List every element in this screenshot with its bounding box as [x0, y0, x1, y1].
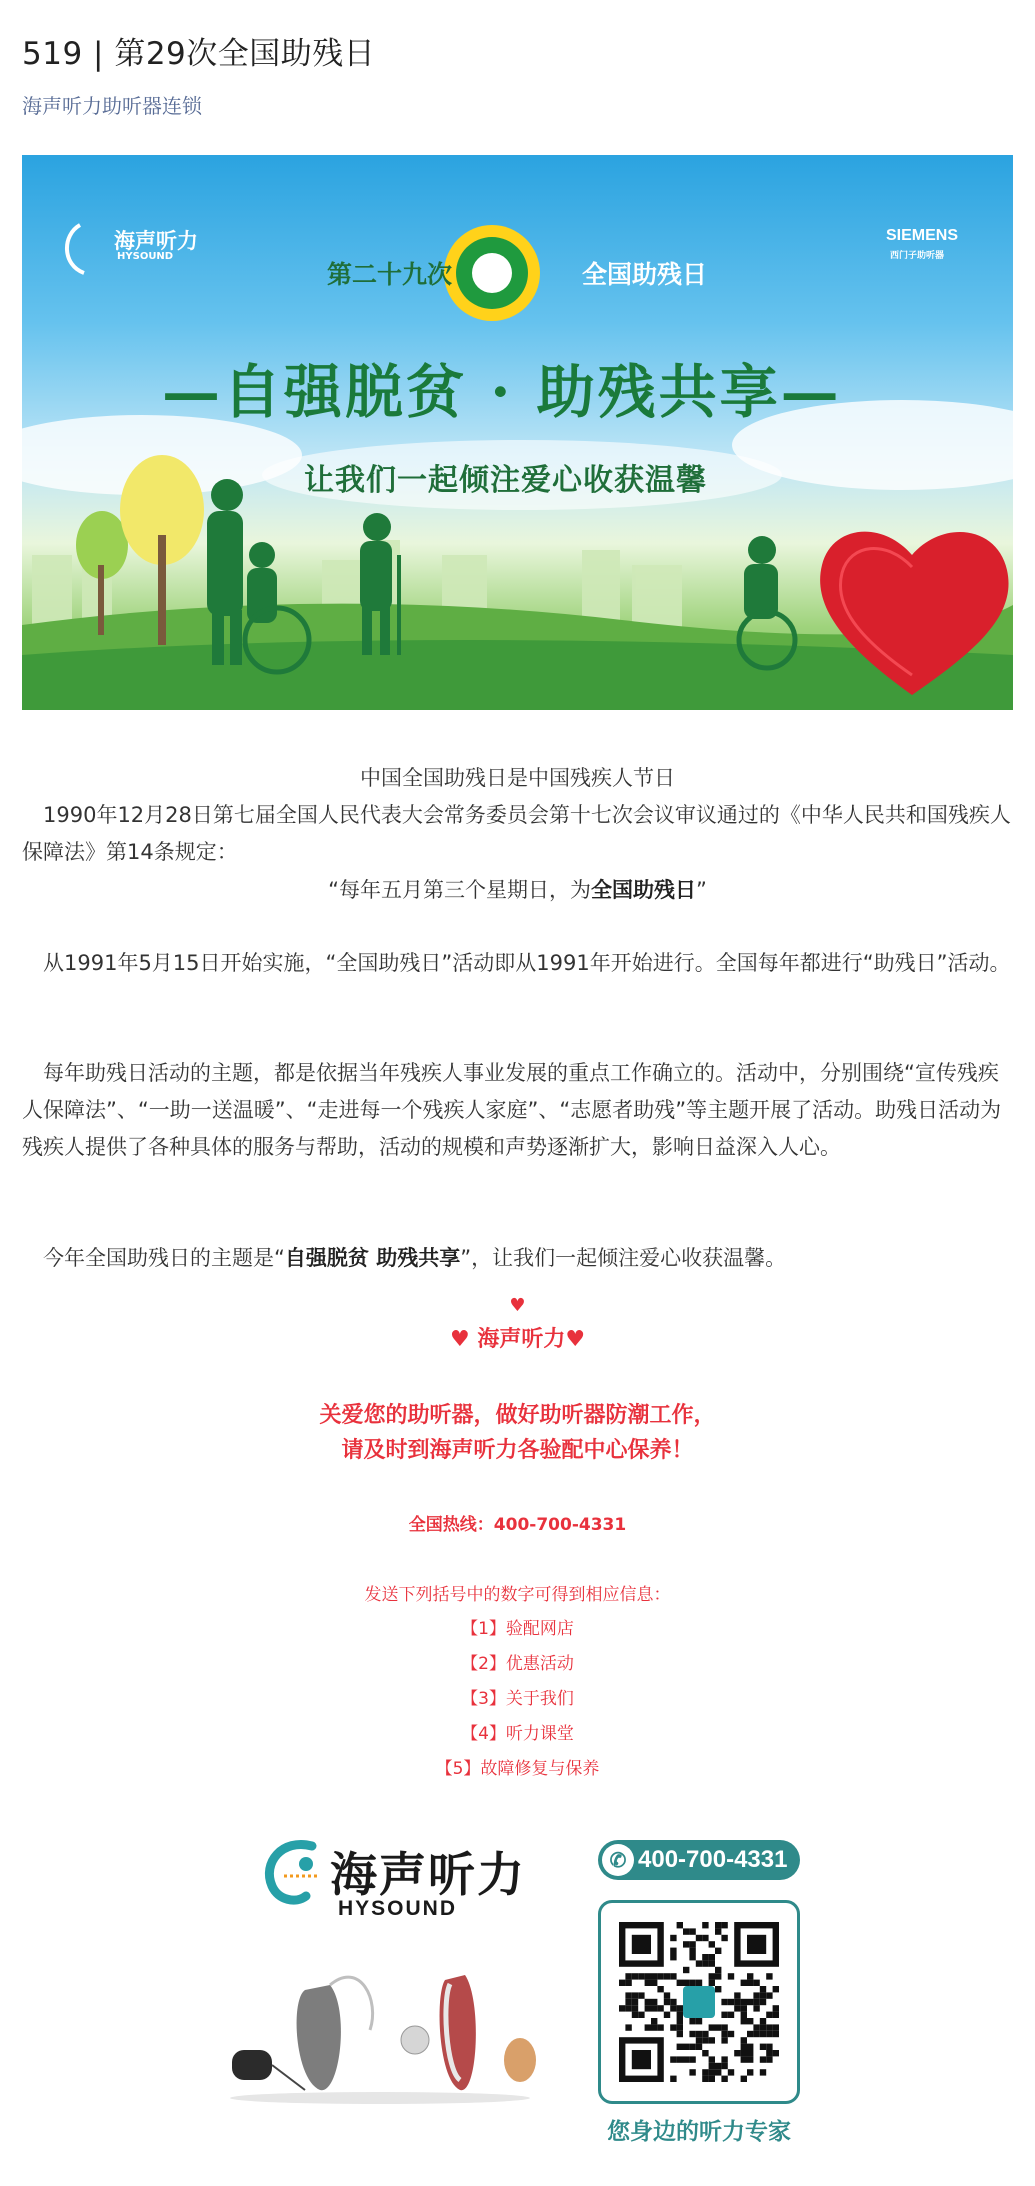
banner-logo-text: 海声听力	[114, 229, 198, 253]
quote-prefix: “每年五月第三个星期日，为	[328, 878, 591, 902]
promo-menu-item: 【2】优惠活动	[461, 1654, 574, 1674]
promo-care-line-2: 请及时到海声听力各验配中心保养！	[341, 1438, 694, 1463]
banner-logo-subtext: HYSOUND	[117, 251, 174, 262]
body-paragraph-4	[22, 1240, 1013, 1277]
promo-brand-line: ♥ 海声听力♥	[449, 1327, 586, 1352]
phone-number-button[interactable]	[598, 1840, 800, 1880]
hysound-logo-icon	[262, 1838, 332, 1908]
banner-edition-label: 第二十九次	[327, 260, 453, 289]
article-title: 519 | 第29次全国助残日	[22, 36, 376, 72]
account-name-link[interactable]: 海声听力助听器连锁	[22, 94, 202, 118]
qr-code-frame	[598, 1900, 800, 2104]
banner-theme-heading: —自强脱贫 · 助残共享—	[162, 358, 842, 426]
hysound-logo-text: 海声听力	[330, 1848, 526, 1903]
hysound-logo-subtext: HYSOUND	[338, 1897, 458, 1920]
promo-menu-intro: 发送下列括号中的数字可得到相应信息：	[364, 1585, 671, 1605]
banner-day-label: 全国助残日	[582, 260, 708, 289]
phone-icon: ✆	[602, 1844, 634, 1876]
body-paragraph-1: 1990年12月28日第七届全国人民代表大会常务委员会第十七次会议审议通过的《中华人民共和国残疾人保障法》第14条规定：	[22, 803, 1011, 864]
promo-care-line-1: 关爱您的助听器，做好助听器防潮工作，	[319, 1403, 716, 1428]
p4-prefix: 今年全国助残日的主题是“	[22, 1246, 285, 1270]
quote-suffix: ”	[696, 878, 707, 902]
banner-subtitle: 让我们一起倾注爱心收获温馨	[304, 463, 707, 498]
promo-menu-item: 【4】听力课堂	[461, 1724, 574, 1744]
body-heading: 中国全国助残日是中国残疾人节日	[360, 766, 675, 790]
p4-suffix: ”，让我们一起倾注爱心收获温馨。	[460, 1246, 787, 1270]
banner-brand-logo: SIEMENS	[886, 227, 959, 244]
banner-image	[22, 155, 1013, 710]
promo-menu-item: 【5】故障修复与保养	[435, 1759, 600, 1779]
quote-strong: 全国助残日	[591, 878, 696, 902]
p4-strong: 自强脱贫 助残共享	[284, 1246, 461, 1270]
banner-brand-subtext: 西门子助听器	[890, 251, 945, 261]
body-paragraph-2: 从1991年5月15日开始实施，“全国助残日”活动即从1991年开始进行。全国每年都进行“助残日”活动。	[22, 951, 1011, 975]
qr-caption: 您身边的听力专家	[607, 2119, 791, 2145]
phone-number-text: 400-700-4331	[638, 1846, 788, 1873]
promo-hotline: 全国热线：400-700-4331	[408, 1515, 627, 1535]
promo-menu-item: 【1】验配网店	[461, 1619, 574, 1639]
body-paragraph-3: 每年助残日活动的主题，都是依据当年残疾人事业发展的重点工作确立的。活动中，分别围绕“宣传残疾人保障法”、“一助一送温暖”、“走进每一个残疾人家庭”、“志愿者助残”等主题开展了活动。助残日活动为残疾人提供了各种具体的服务与帮助，活动的规模和声势逐渐扩大，影响日益深入人心。	[22, 1061, 1002, 1159]
heart-icon: ♥	[509, 1295, 526, 1316]
qr-code-image	[619, 1922, 779, 2082]
body-quote	[22, 872, 1013, 909]
promo-menu-item: 【3】关于我们	[461, 1689, 574, 1709]
hearing-aids-image	[210, 1940, 550, 2110]
